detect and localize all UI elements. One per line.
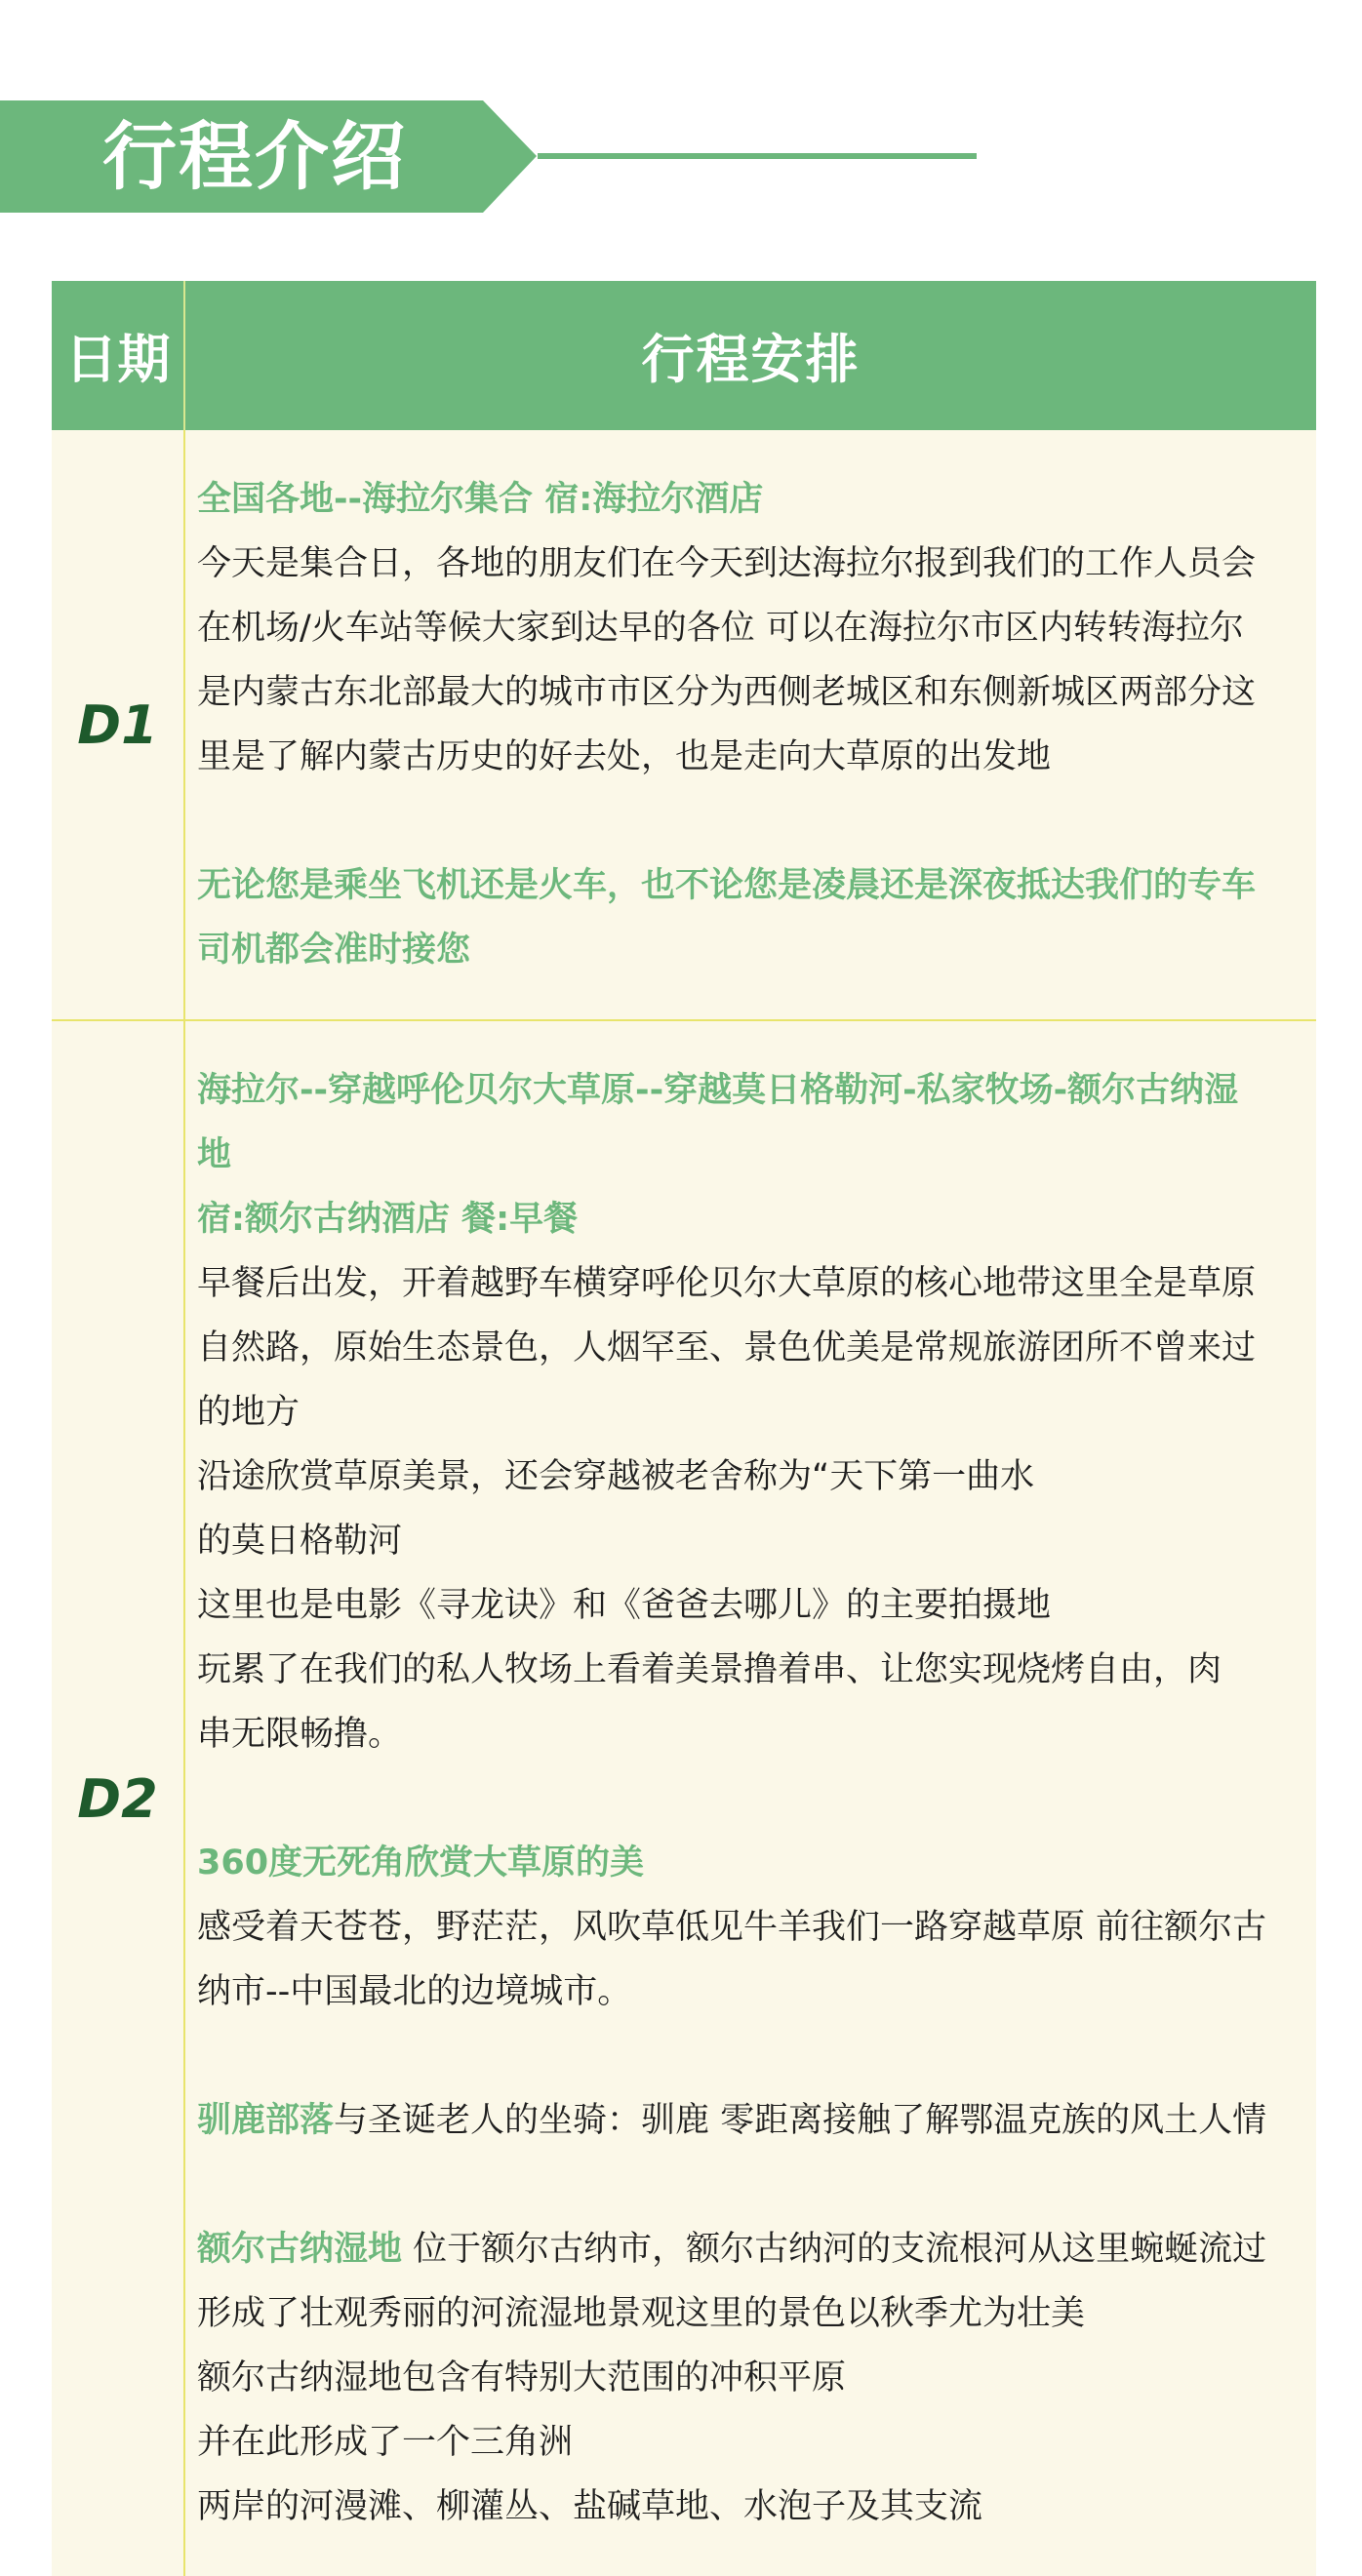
line-text: 今天是集合日，各地的朋友们在今天到达海拉尔报到我们的工作人员会 <box>197 544 1257 583</box>
highlight-line <box>197 918 1308 982</box>
line-text: 全国各地--海拉尔集合 宿:海拉尔酒店 <box>197 480 764 519</box>
day-row-d2 <box>52 1021 1316 2576</box>
line-text: 玩累了在我们的私人牧场上看着美景撸着串、让您实现烧烤自由，肉 <box>197 1650 1222 1689</box>
table-header <box>52 281 1316 430</box>
highlight-line <box>197 467 1308 532</box>
text-line <box>197 1638 1308 1702</box>
line-text: 位于额尔古纳市，额尔古纳河的支流根河从这里蜿蜒流过 <box>402 2230 1267 2269</box>
line-text: 无论您是乘坐飞机还是火车，也不论您是凌晨还是深夜抵达我们的专车 <box>197 866 1257 905</box>
text-line <box>197 1316 1308 1380</box>
day-cell <box>52 430 185 1019</box>
line-text: 感受着天苍苍，野茫茫，风吹草低见牛羊我们一路穿越草原 前往额尔古 <box>197 1908 1267 1947</box>
text-line <box>197 2346 1308 2410</box>
line-text: 并在此形成了一个三角洲 <box>197 2423 574 2462</box>
banner-divider <box>538 153 977 159</box>
blank-line <box>197 2024 1308 2088</box>
text-line <box>197 2088 1308 2153</box>
blank-line <box>197 789 1308 853</box>
blank-line <box>197 2153 1308 2217</box>
text-line <box>197 2475 1308 2539</box>
text-line <box>197 1573 1308 1638</box>
line-text: 地 <box>197 1135 232 1174</box>
line-text: 早餐后出发，开着越野车横穿呼伦贝尔大草原的核心地带这里全是草原 <box>197 1264 1257 1303</box>
line-text: 串无限畅撸。 <box>197 1715 403 1754</box>
text-line <box>197 1445 1308 1509</box>
line-text: 在机场/火车站等候大家到达早的各位 可以在海拉尔市区内转转海拉尔 <box>197 609 1244 648</box>
highlight-line <box>197 1831 1308 1895</box>
text-line <box>197 2217 1308 2281</box>
text-line <box>197 1895 1308 1960</box>
line-text: 与圣诞老人的坐骑：驯鹿 零距离接触了解鄂温克族的风土人情 <box>334 2101 1267 2140</box>
day-label: D1 <box>77 694 158 756</box>
text-line <box>197 532 1308 596</box>
line-text: 形成了壮观秀丽的河流湿地景观这里的景色以秋季尤为壮美 <box>197 2294 1086 2333</box>
line-text: 里是了解内蒙古历史的好去处，也是走向大草原的出发地 <box>197 737 1052 776</box>
line-text: 宿:额尔古纳酒店 餐:早餐 <box>197 1200 579 1239</box>
line-text: 的莫日格勒河 <box>197 1522 403 1561</box>
inline-highlight: 额尔古纳湿地 <box>197 2230 403 2269</box>
text-line <box>197 1251 1308 1316</box>
line-text: 额尔古纳湿地包含有特别大范围的冲积平原 <box>197 2358 847 2398</box>
line-text: 司机都会准时接您 <box>197 931 471 970</box>
blank-line <box>197 1766 1308 1831</box>
line-text: 是内蒙古东北部最大的城市市区分为西侧老城区和东侧新城区两部分这 <box>197 673 1257 712</box>
text-line <box>197 1702 1308 1766</box>
line-text: 纳市--中国最北的边境城市。 <box>197 1972 632 2011</box>
day-cell <box>52 1021 185 2576</box>
line-text: 自然路，原始生态景色，人烟罕至、景色优美是常规旅游团所不曾来过 <box>197 1328 1257 1367</box>
text-line <box>197 1509 1308 1573</box>
inline-highlight: 驯鹿部落 <box>197 2101 335 2140</box>
highlight-line <box>197 853 1308 918</box>
text-line <box>197 596 1308 660</box>
day-label: D2 <box>77 1767 158 1830</box>
text-line <box>197 2281 1308 2346</box>
highlight-line <box>197 1123 1308 1187</box>
text-line <box>197 1380 1308 1445</box>
itinerary-table <box>52 281 1316 2576</box>
line-text: 海拉尔--穿越呼伦贝尔大草原--穿越莫日格勒河-私家牧场-额尔古纳湿 <box>197 1071 1239 1110</box>
line-text: 这里也是电影《寻龙诀》和《爸爸去哪儿》的主要拍摄地 <box>197 1586 1052 1625</box>
line-text: 两岸的河漫滩、柳灌丛、盐碱草地、水泡子及其支流 <box>197 2487 983 2526</box>
text-line <box>197 660 1308 725</box>
highlight-line <box>197 1187 1308 1251</box>
section-banner <box>0 100 537 213</box>
day-content <box>185 1021 1316 2576</box>
day-content <box>185 430 1316 1019</box>
line-text: 360度无死角欣赏大草原的美 <box>197 1843 645 1882</box>
highlight-line <box>197 1058 1308 1123</box>
text-line <box>197 1960 1308 2024</box>
section-title: 行程介绍 <box>102 113 407 200</box>
text-line <box>197 725 1308 789</box>
line-text: 的地方 <box>197 1393 300 1432</box>
header-plan: 行程安排 <box>641 329 861 390</box>
header-date: 日期 <box>52 281 185 430</box>
text-line <box>197 2410 1308 2475</box>
line-text: 沿途欣赏草原美景，还会穿越被老舍称为“天下第一曲水 <box>197 1457 1035 1496</box>
day-row-d1 <box>52 430 1316 1021</box>
